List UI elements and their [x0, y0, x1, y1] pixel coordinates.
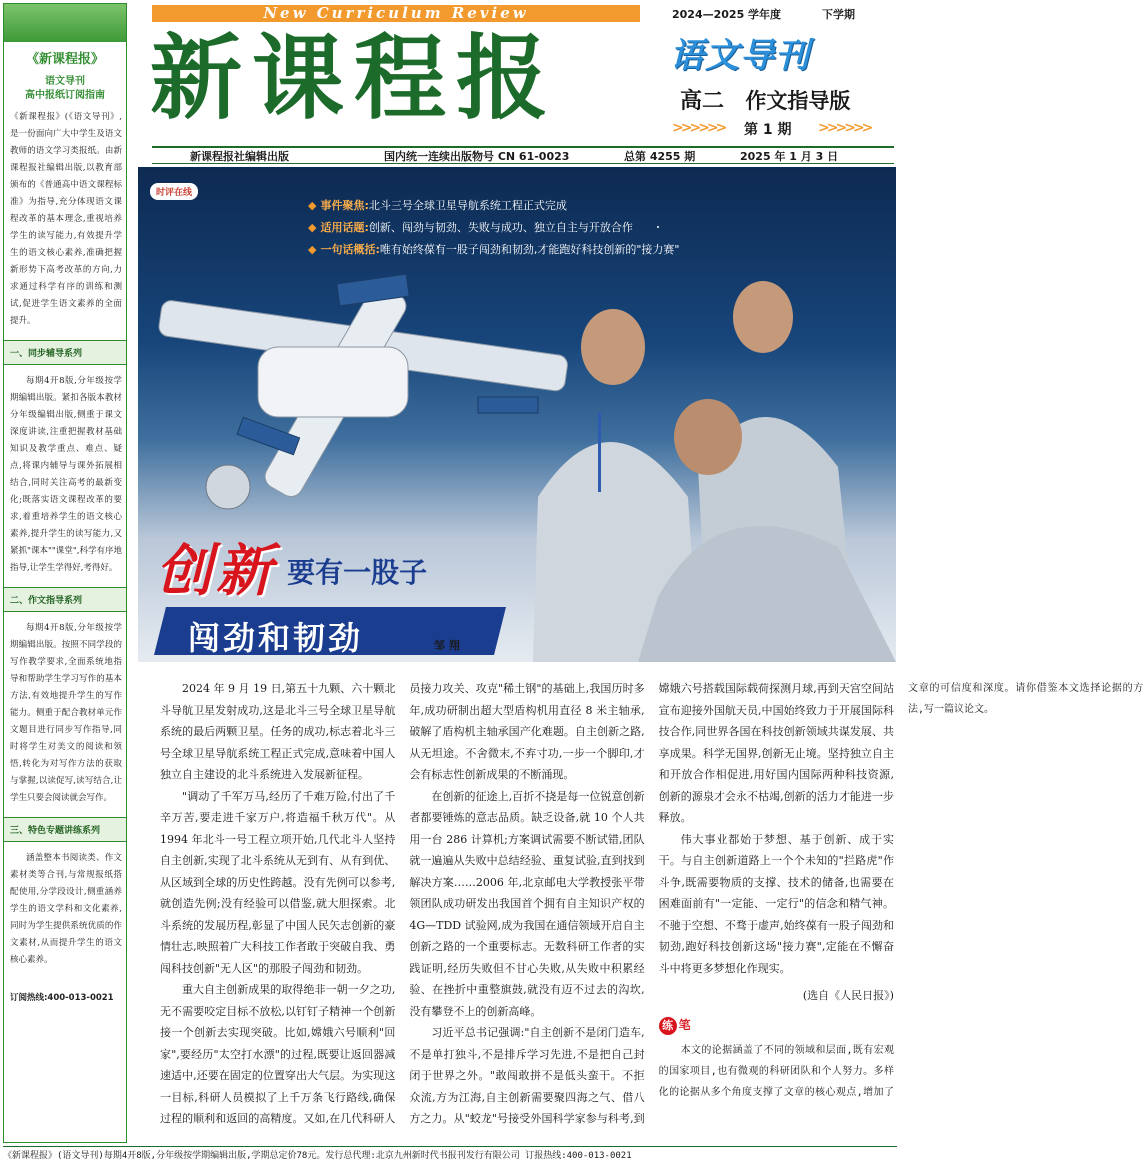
edition-label: [680, 84, 850, 115]
article-paragraph: 习近平总书记强调:"自主创新不是闭门造车,不是单打独斗,不是排斥学习先进,不是把自己封闭于世界之外。"敢闯敢拼不是低头蛮干。不拒众流,方为江海,自主创新需要聚四海之气、借八方之力。从"蛟龙"号接受外国科学家参与科考,到嫦娥六号搭载国际载荷探测月球,再到天宫空间站宣布迎接外国航天员,中国始终致力于开展国际科技合作,同世界各国在科技创新领域共谋发展、共享成果。科学无国界,创新无止境。坚持独立自主和开放合作相促进,用好国内国际两种科技资源,创新的源泉才会永不枯竭,创新的活力才能进一步释放。: [409, 682, 894, 1125]
hero-tag: 时评在线: [150, 183, 198, 200]
article-body: [160, 678, 1143, 1140]
article-paragraph: 伟大事业都始于梦想、基于创新、成于实干。与自主创新道路上一个个未知的"拦路虎"作斗争,既需要物质的支撑、技术的储备,也需要在困难面前有"一定能、一定行"的信念和精气神。不驰于空想、不骛于虚声,始终葆有一股子闯劲和韧劲,跑好科技创新这场"接力赛",定能在不懈奋斗中将更多梦想化作现实。: [658, 832, 894, 975]
school-year: 2024—2025 学年度: [672, 8, 782, 21]
headline: [156, 527, 427, 607]
total-issue: 总第 4255 期: [624, 150, 696, 163]
hero-summary-line: ◆ 适用话题:创新、闯劲与韧劲、失败与成功、独立自主与开放合作: [308, 221, 633, 234]
practice-body: 本文的论据涵盖了不同的领域和层面,既有宏观的国家项目,也有微观的科研团队和个人努力。多样化的论据从多个角度支撑了文章的核心观点,增加了文章的可信度和深度。请你借鉴本文选择论据的方法,写一篇议论文。: [658, 683, 1143, 1098]
sidebar-intro: 《新课程报》(《语文导刊》,是一份面向广大中学生及语文教师的语文学习类报纸。由新课程报社编辑出版,以教育部颁布的《普通高中语文课程标准》为指导,充分体现语文课程改革的基本理念,重视培养学生的读写能力,有效提升学生的语文核心素养,准确把握新形势下高考改革的方向,力求通过科学有序的训练和测试,促进学生语文素养的全面提升。: [10, 112, 122, 326]
sidebar-hotline: 订阅热线:400-013-0021: [10, 993, 114, 1003]
hero-summary: [308, 195, 680, 261]
term: 下学期: [822, 8, 855, 21]
brand-logo: 语文导刊: [670, 36, 810, 76]
publication-info-bar: [152, 146, 894, 164]
sidebar-section-body: 每期4开8版,分年级按学期编辑出版。按照不同学段的写作教学要求,全面系统地指导和帮助学生学习写作的基本方法,有效地提升学生的写作能力。侧重于配合教材单元作文题目进行同步写作指导,同时将学生对美文的阅读和领悟,转化为对写作方法的获取与掌握,以读促写,读写结合,让学生只要会阅读就会写作。: [10, 623, 122, 803]
article-paragraph: 2024 年 9 月 19 日,第五十九颗、六十颗北斗导航卫星发射成功,这是北斗三号全球卫星导航系统的最后两颗卫星。任务的成功,标志着北斗三号全球卫星导航系统工程正式完成,意味着中国人独立自主建设的北斗系统进入发展新征程。: [160, 682, 396, 781]
footer: 《新课程报》(语文导刊)每期4开8版,分年级按学期编辑出版,学期总定价78元。发行总代理:北京九州新时代书报刊发行有限公司 订报热线:400-013-0021: [3, 1146, 897, 1164]
sidebar-section-body: 每期4开8版,分年级按学期编辑出版。紧扣各版本教材分年级编辑出版,侧重于课文深度讲读,注重把握教材基础知识及教学重点、难点、疑点,将课内辅导与课外拓展相结合,同时关注高考的最新变化;既落实语文课程改革的要求,着重培养学生的语文核心素养,提升学生的读写能力,又紧抓"课本""课堂",科学有序地指导,让学生学得好,考得好。: [10, 376, 122, 573]
sidebar-section-heading: 一、同步辅导系列: [4, 340, 126, 365]
masthead: [132, 0, 900, 165]
sidebar-section-heading: 三、特色专题讲练系列: [4, 817, 126, 842]
sidebar-subtitle-line2: 高中报纸订阅指南: [25, 90, 105, 101]
sidebar-subtitle: [4, 75, 126, 103]
practice-tag: [659, 1015, 691, 1037]
bullet-icon: ◆: [308, 243, 317, 256]
headline-blue: 要有一股子: [287, 556, 428, 589]
practice-prefix: 练: [659, 1017, 677, 1035]
space-station-icon: [158, 274, 569, 509]
sidebar-title: 《新课程报》: [25, 52, 104, 67]
article-paragraph: 在创新的征途上,百折不挠是每一位锐意创新者都要锤炼的意志品质。缺乏设备,就 10 个人共用一台 286 计算机;方案调试需要不断试错,团队就一遍遍从失败中总结经验、重复试验,直到找到解决方案……2006 年,北京邮电大学教授张平带领团队成功研发出我国首个拥有自主知识产权的 4G—TDD 试验网,成为我国在通信领域开启自主创新之路的一个重要标志。无数科研工作者的实践证明,经历失败但不甘心失败,从失败中积累经验、在挫折中重整旗鼓,就没有迈不过去的沟坎,没有攀登不上的创新高峰。: [409, 789, 645, 1018]
chevron-right-icon: >>>>>>: [818, 120, 871, 136]
newspaper-title: 新课程报: [150, 24, 559, 132]
cn-number: 国内统一连续出版物号 CN 61-0023: [384, 150, 570, 163]
bullet-icon: ◆: [308, 199, 317, 212]
hero-image: [138, 167, 896, 662]
grade-label: 高二: [680, 89, 725, 114]
article-paragraph: 重大自主创新成果的取得绝非一朝一夕之功,无不需要咬定目标不放松,以钉钉子精神一个创新接一个创新去实现突破。比如,嫦娥六号顺利"回家",要经历"太空打水漂"的过程,既要让返回器减速适中,还要在固定的位置穿出大气层。为实现这一目标,科研人员模拟了上千万条飞行路线,确保过程的顺利和返回的高精度。又如,在几代科研人员接力攻关、攻克"稀土钢"的基础上,我国历时多年,成功研制出超大型盾构机用直径 8 米主轴承,破解了盾构机主轴承国产化难题。自主创新之路,从无坦途。不舍微末,不弃寸功,一步一个脚印,才会有标志性创新成果的不断涌现。: [160, 682, 645, 1125]
sidebar: [3, 3, 127, 1143]
headline-sub: 闯劲和韧劲: [188, 619, 364, 657]
bullet-icon: ◆: [308, 221, 317, 234]
sidebar-section-body: 涵盖整本书阅读类、作文素材类等合刊,与常规报纸搭配使用,分学段设计,侧重涵养学生的语文学科和文化素养,同时为学生提供系统优质的作文素材,从而提升学生的语文核心素养。: [10, 853, 122, 965]
english-title-bar: New Curriculum Review: [152, 5, 640, 22]
author: 邹 翔: [434, 639, 460, 652]
hero-summary-line: ◆ 一句话概括:唯有始终葆有一股子闯劲和韧劲,才能跑好科技创新的"接力赛": [308, 243, 680, 256]
issue-number: 第 1 期: [744, 122, 792, 138]
article-source: (选自《人民日报》): [802, 989, 894, 1002]
practice-label: 笔: [678, 1017, 691, 1032]
sidebar-section-heading: 二、作文指导系列: [4, 587, 126, 612]
hero-summary-line: ◆ 事件聚焦:北斗三号全球卫星导航系统工程正式完成: [308, 199, 567, 212]
edition-name: 作文指导版: [745, 89, 851, 113]
scientists-photo: [533, 281, 896, 662]
chevron-left-icon: >>>>>>: [672, 120, 725, 136]
sidebar-top-banner: [4, 4, 126, 42]
headline-red: 创新: [156, 538, 276, 604]
sidebar-subtitle-line1: 语文导刊: [45, 76, 85, 87]
publish-date: 2025 年 1 月 3 日: [740, 150, 839, 163]
article-paragraph: "调动了千军万马,经历了千难万险,付出了千辛万苦,要走进千家万户,将造福千秋万代"。从 1994 年北斗一号工程立项开始,几代北斗人坚持自主创新,实现了北斗系统从无到有、从有到优、从区域到全球的历史性跨越。没有先例可以参考,就创造先例;没有经验可以借鉴,就大胆探索。北斗系统的发展历程,彰显了中国人民矢志创新的豪情壮志,映照着广大科技工作者敢于突破自我、勇闯科技创新"无人区"的那股子闯劲和韧劲。: [160, 789, 396, 975]
publisher: 新课程报社编辑出版: [190, 150, 289, 163]
